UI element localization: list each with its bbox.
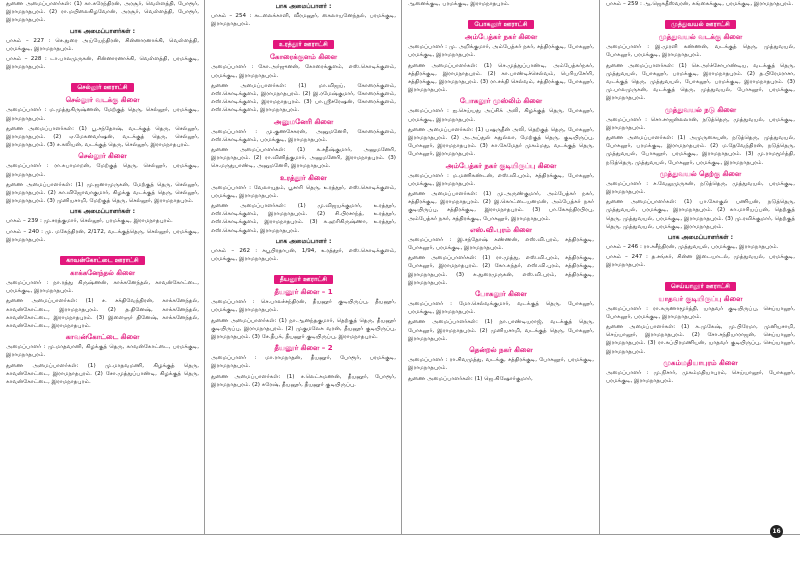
entry-text: பாகம் – 228 : டா.பாலமுருகன், சின்னாரனாக்கி, வெள்ளத்தி, பரமக்குடி, இராமநாதபுரம்.	[6, 56, 199, 71]
entry-text: துணை அமைப்பாளர்கள்: (1) கா.சுரேந்திரன், அரசூர், வெள்ளத்தி, போரூர், இராமநாதபுரம். (2) ரா.மயிலைகிழவோன், அரசூர், வெள்ளத்தி, போரூர், இராமநாதபுரம்.	[6, 1, 199, 24]
entry-text: பாகம் – 227 : செ.துரை அய்யேந்திரன், சின்னாரனாக்கி, வெள்ளத்தி, பரமக்குடி, இராமநாதபுரம்.	[6, 37, 199, 52]
panchayat-banner-label: உரத்தூர் ஊராட்சி	[273, 40, 334, 49]
panchayat-banner-label: செய்யாலூர் ஊராட்சி	[665, 282, 736, 291]
entry-text: அமைப்பாளர் : மா.ராமநாதன், தீயனூர், போரூர், பரமக்குடி, இராமநாதபுரம்.	[211, 355, 396, 370]
entry-text: அமைப்பாளர் : ச.வேலுமுருகன், நடுத்தெரு, முத்துவயல், பரமக்குடி, இராமநாதபுரம்.	[606, 180, 795, 196]
entry-text: அமைப்பாளர் : வேலாயுதம், பூசாரி தெரு, உரத்தூர், எஸ்.கொடிக்குளம், பரமக்குடி, இராமநாதபுரம்.	[211, 184, 396, 199]
branch-heading: செல்லூர் கிளை	[78, 152, 127, 161]
entry-text: பாகம் – 246 : ரா.சுசீந்திரன், முத்துவயல், பரமக்குடி, இராமநாதபுரம்.	[606, 244, 779, 251]
entry-text: துணை அமைப்பாளர்கள்: (1) நா.ஆனந்தகுமார், தெற்குத் தெரு, தீயனூர் குடியிருப்பு, இராமநாதபுரம். (2) முகுமலேசு வரன், தீயனூர் குடியிருப்பு, இராமநாதபுரம். (3) சே.தீபக், தீயனூர் குடியிருப்பு, இராமநாதபுரம்.	[211, 317, 396, 341]
entry-text: துணை அமைப்பாளர்கள்: (1) மு.மாதவமணி, கிழக்குத் தெரு, காவன்கோட்டை, இராமநாதபுரம். (2) சோ.முத்துப்பாண்டி, கிழக்குத் தெரு, காவன்கோட்டை, இராமநாதபுரம்.	[6, 362, 199, 386]
branch-heading: முத்துவயல் நடு கிளை	[664, 105, 737, 114]
entry-text: ஆனைக்குடி, பரமக்குடி, இராமநாதபுரம்.	[408, 1, 510, 7]
entry-text: துணை அமைப்பாளர்கள்: (1) ச. சக்திவேந்திரன், காக்கனேந்தல், காவன்கோட்டை, இராமநாதபுரம். (2) த.தினேஷ், காக்கனேந்தல், காவன்கோட்டை, இராமநாதபுரம். (3) இளைஞர் தினேஷ், காக்கனேந்தல், காவன்கோட்டை, இராமநாதபுரம்.	[6, 298, 199, 330]
section-subheading: பாக அமைப்பாளர்கள் :	[69, 27, 136, 35]
branch-heading: கோரைக்குளம் கிளை	[269, 53, 338, 62]
section-subheading: பாக அமைப்பாளர் :	[275, 3, 332, 10]
entry-text: துணை அமைப்பாளர்கள்: (1) செ.அர்ச்சோபாண்டிய, வடக்குத் தெரு, முத்துவயல், போகலூர், பரமக்குடி, இராமநாதபுரம். (2) த.பிரேமராசா, வடக்குத் தெரு, முத்துவயல், போகலூர், பரமக்குடி, இராமநாதபுரம். (3) மு.பாலமுருகன், வடக்குத் தெரு, முத்துவயல், போகலூர், பரமக்குடி, இராமநாதபுரம்.	[606, 62, 795, 102]
entry-text: அமைப்பாளர் : மு.மாதவானி, கிழக்குத் தெரு, காவன்கோட்டை, பரமக்குடி, இராமநாதபுரம்.	[6, 344, 199, 359]
entry-text: அமைப்பாளர் : மு.நிசார், முகம்மதியாபுரம், செய்யாலூர், போகலூர், பரமக்குடி, இராமநாதபுரம்.	[606, 369, 795, 385]
panchayat-banner	[211, 266, 396, 285]
branch-heading: போகலூர் முஸ்லிம் கிளை	[459, 97, 543, 106]
panchayat-banner-label: போகலூர் ஊராட்சி	[468, 20, 533, 29]
panchayat-banner	[408, 11, 594, 30]
panchayat-banner	[606, 11, 795, 30]
entry-text: அமைப்பாளர் : ரா.சுருணாமூர்த்தி, யாதவர் குடியிருப்பு, செய்யாலூர், போகலூர், பரமக்குடி, இராமநாதபுரம்.	[606, 305, 795, 320]
entry-text: அமைப்பாளர் : இ.சந்தோஷ் கண்ணன், எஸ்.வி.புரம், சத்திரக்குடி, போகலூர், பரமக்குடி, இராமநாதபுரம்.	[408, 236, 594, 252]
branch-heading: எஸ்.வி.புரம் கிளை	[470, 225, 532, 234]
branch-heading: தீயனூர் கிளை – 1	[274, 288, 333, 297]
branch-heading: தென்றல் நகர் கிளை	[469, 346, 533, 355]
entry-text: துணை அமைப்பாளர்கள்: (1) மு.விஜயக்குமார், உரத்தூர், எஸ்.கொடிக்குளம், இராமநாதபுரம். (2) சி.பிரசாந்த், உரத்தூர், எஸ்.கொடிக்குளம், இராமநாதபுரம். (3) க.ஹரிகிருஷ்ணா, உரத்தூர், எஸ்.கொடிக்குளம், இராமநாதபுரம்.	[211, 203, 396, 234]
entry-text: துணை அமைப்பாளர்கள்: (1) ஜெ.கிஷோர்குமார்,	[408, 375, 533, 382]
branch-heading: தீயனூர் கிளை – 2	[274, 344, 333, 353]
entry-text: அமைப்பாளர் : ஐ.செய்யது அப்சிக் அலி, கிழக்குத் தெரு, போகலூர், பரமக்குடி, இராமநாதபுரம்.	[408, 108, 594, 123]
panchayat-banner-label: முத்துவயல் ஊராட்சி	[665, 20, 736, 29]
panchayat-banner-label: செல்லூர் ஊராட்சி	[71, 83, 133, 92]
entry-text: பாகம் – 247 : த.சங்கர், சின்ன இடையாடல், முத்துவயல், பரமக்குடி, இராமநாதபுரம்.	[606, 254, 795, 269]
column-4	[600, 0, 800, 534]
entry-text: துணை அமைப்பாளர்கள்: (1) நா.பாண்டியராஜ், வடக்குத் தெரு, போகலூர், இராமநாதபுரம். (2) முனியசாமி, வடக்குத் தெரு, போகலூர், இராமநாதபுரம்.	[408, 319, 594, 342]
entry-text: அமைப்பாளர் : இ.முரளி கண்ணன், வடக்குத் தெரு, முத்துவயல், போகலூர், பரமக்குடி, இராமநாதபுரம்.	[606, 44, 795, 59]
branch-heading: முத்துவயல் வடக்கு கிளை	[658, 33, 743, 42]
entry-text: அமைப்பாளர் : நா.ரத்து கிருஷ்ணன், காக்கனேந்தல், காவன்கோட்டை, பரமக்குடி, இராமநாதபுரம்.	[6, 280, 199, 295]
branch-heading: செல்லூர் வடக்கு கிளை	[65, 96, 140, 105]
entry-text: துணை அமைப்பாளர்கள்: (1) மு.ஜனாமுருகன், மேற்குத் தெரு, செல்லூர், இராமநாதபுரம். (2) கா.விஜோவாகுமார், கிழக்கு வடக்குத் தெரு, செல்லூர், இராமநாதபுரம். (3) முனியசாமி, மேற்குத் தெரு, செல்லூர், இராமநாதபுரம்.	[6, 181, 199, 205]
entry-text: துணை அமைப்பாளர்கள்: (1) அமுருகையன், நடுத்தெரு, முத்துவயல், போகலூர், பரமக்குடி, இராமநாதபுரம். (2) ம.தேவேந்திரன், நடுத்தெரு, முத்துவயல், போகலூர், பரமக்குடி, இராமநாதபுரம். (3) மு.ராமமூர்த்தி, நடுத்தெரு, முத்துவயல், போகலூர், பரமக்குடி, இராமநாதபுரம்.	[606, 135, 795, 166]
entry-text: பாகம் – 259 : ஆ.ஜெகதீஸ்வரன், கங்கைக்குடி, பரமக்குடி, இராமநாதபுரம்.	[606, 1, 794, 7]
entry-text: பாகம் – 240 : மு. மகேந்திரன், 2/172, வடக்குத்தெரு, செல்லூர், பரமக்குடி, இராமநாதபுரம்.	[6, 228, 199, 243]
panchayat-banner	[606, 273, 795, 292]
entry-text: அமைப்பாளர் : ரா.சிவமுத்து, வடக்கு, சத்திரக்குடி, போகலூர், பரமக்குடி, இராமநாதபுரம்.	[408, 357, 594, 372]
branch-heading: முத்துவயல் தெற்கு கிளை	[659, 169, 742, 178]
entry-text: அமைப்பாளர் : மோ.செல்வக்குமார், வடக்குத் தெரு, போகலூர், பரமக்குடி, இராமநாதபுரம்.	[408, 301, 594, 316]
section-subheading: பாக அமைப்பாளர்கள் :	[667, 234, 734, 242]
entry-text: அமைப்பாளர் : ம.முத்துகிருஷ்ணன், மேற்குத் தெரு, செல்லூர், பரமக்குடி, இராமநாதபுரம்.	[6, 107, 199, 122]
entry-text: துணை அமைப்பாளர்கள்: (1) ரா.முத்து, எஸ்.வி.புரம், சத்திரக்குடி, போகலூர், இராமநாதபுரம். (2) கோ.சுந்தர், எஸ்.வி.புரம், சத்திரக்குடி, இராமநாதபுரம். (3) சு.துரைமுருகன், எஸ்.வி.புரம், சத்திரக்குடி, இராமநாதபுரம்.	[408, 255, 594, 286]
entry-text: அமைப்பாளர் : ம.மணிகண்டன், எஸ்.வி.புரம், சத்திரக்குடி, போகலூர், பரமக்குடி, இராமநாதபுரம்.	[408, 172, 594, 187]
branch-heading: யாதவர் குடியிருப்பு கிளை	[658, 294, 743, 303]
column-3	[402, 0, 600, 534]
entry-text: அமைப்பாளர் : சொ.சாஜன்லலான், நடுத்தெரு, முத்துவயல், பரமக்குடி, இராமநாதபுரம்.	[606, 116, 795, 131]
panchayat-banner-label: தீயனூர் ஊராட்சி	[274, 275, 333, 284]
entry-text: துணை அமைப்பாளர்கள்: (1) மா.விஜய், கோரைக்குளம், எஸ்.கொடிக்குளம், இராமநாதபுரம். (2) இ.ரமேஷ்குமார், கோரைக்குளம், எஸ்.கொடிக்குளம், இராமநாதபுரம். (3) பா.ஸ்ரீசரேஷன், கோரைக்குளம், எஸ்.கொடிக்குளம், இராமநாதபுரம்.	[211, 82, 396, 114]
entry-text: அமைப்பாளர் : மு. அறிக்குமார், அம்பேத்கர் நகர், சத்திரக்குடி, போகலூர், பரமக்குடி, இராமநாதபுரம்.	[408, 44, 594, 59]
branch-heading: காக்கனேந்தல் கிளை	[70, 269, 135, 278]
entry-text: துணை அமைப்பாளர்கள்: (1) க.முகேஷ், மு.பிரேமா, முனியசாமி, செய்யாலூர், இராமநாதபுரம். (2) சோ.சந்தியாராஜன், செய்யாலூர், இராமநாதபுரம். (3) ரா.கப்பிரமணியன், யாதவர் குடியிருப்பு, செய்யாலூர், இராமநாதபுரம்.	[606, 324, 795, 355]
section-subheading: பாக அமைப்பாளர் :	[275, 237, 332, 245]
branch-heading: போகலூர் கிளை	[475, 290, 527, 299]
entry-text: பாகம் – 262 : சுபூபிரதாபன், 1/94, உரத்தூர், எஸ்.கொடிக்குளம், பரமக்குடி, இராமநாதபுரம்.	[211, 247, 396, 263]
entry-text: பாகம் – 254 : சுடலைக்காளி, வீரமனூர், கைலாயனேந்தல், பரமக்குடி, இராமநாதபுரம்.	[211, 13, 396, 28]
entry-text: அமைப்பாளர் : ரா.சுபாமாறன், மேற்குத் தெரு, செல்லூர், பரமக்குடி, இராமநாதபுரம்.	[6, 163, 199, 178]
entry-text: துணை அமைப்பாளர்கள்: (1) பா.கோகுல் பணியன், நடுத்தெரு, முத்துவயல், பரமக்குடி, இராமநாதபுரம். (2) கா.மாரியப்பன், தெற்குத் தெரு, முத்துவயல், பரமக்குடி, இராமநாதபுரம். (3) மு.ரவிக்குமார், தெற்குத் தெரு, முத்துவயல், பரமக்குடி, இராமநாதபுரம்.	[606, 199, 795, 230]
panchayat-banner-label: காவன்கோட்டை ஊராட்சி	[60, 256, 145, 265]
branch-heading: உரத்தூர் கிளை	[280, 173, 327, 182]
entry-text: அமைப்பாளர் : செ.பாலச்சந்திரன், தீயனூர் குடியிருப்பு, தீயனூர், பரமக்குடி, இராமநாதபுரம்.	[211, 299, 396, 314]
panchayat-banner	[211, 31, 396, 50]
section-subheading: பாக அமைப்பாளர்கள் :	[69, 208, 136, 216]
entry-text: அமைப்பாளர் : கோ.அர்ஜுனன், கோரைக்குளம், எஸ்.கொடிக்குளம், பரமக்குடி, இராமநாதபுரம்.	[211, 64, 396, 79]
panchayat-banner	[6, 247, 199, 266]
entry-text: துணை அமைப்பாளர்கள்: (1) பூ.சந்தோஷ், வடக்குத் தெரு, செல்லூர், இராமநாதபுரம். (2) ஏ.மேகனவர்ஷன், வடக்குத் தெரு, செல்லூர், இராமநாதபுரம். (3) ச.கலியன், வடக்குத் தெரு, செல்லூர், இராமநாதபுரம்.	[6, 125, 199, 149]
entry-text: துணை அமைப்பாளர்கள்: (1) பஷருதீன் அலி, தெற்குத் தெரு, போகலூர், இராமநாதபுரம். (2) அ.அப்துல் கதுல்லா, மேற்குத் தெரு, குடியிருப்பு, போகலூர், இராமநாதபுரம். (3) கா.கேமேதர் முகம்மது, வடக்குத் தெரு, போகலூர், இராமநாதபுரம்.	[408, 126, 594, 158]
branch-heading: அனுமனேரி கிளை	[273, 117, 334, 126]
branch-heading: முகம்மதியாபுரம் கிளை	[663, 358, 738, 367]
entry-text: அமைப்பாளர் : மு.குணசேகரன், அனுமனேரி, கோரைக்குளம், எஸ்.கொடிக்குளம், பரமக்குடி, இராமநாதபுரம்.	[211, 128, 396, 143]
entry-text: துணை அமைப்பாளர்கள்: (1) ச.லெட்சுமணன், தீயனூர், போரூர், இராமநாதபுரம். (2) சுரேஷ், தீயனூர், தீயனூர் குடியிருப்பு.	[211, 373, 396, 388]
page-number: 16	[770, 525, 783, 538]
branch-heading: காவன்கோட்டை கிளை	[65, 333, 140, 342]
panchayat-banner	[6, 74, 199, 93]
column-1	[0, 0, 205, 534]
entry-text: துணை அமைப்பாளர்கள்: (1) க.சதீஷ்குமார், அனுமனேரி, இராமநாதபுரம். (2) ரா.வினித்குமார், அனுமனேரி, இராமநாதபுரம். (3) செ.மருதுபாண்டி, அனுமனேரி, இராமநாதபுரம்.	[211, 147, 396, 170]
entry-text: துணை அமைப்பாளர்கள்: (1) மு.அருண்குமார், அம்பேத்கர் நகர், சத்திரக்குடி, இராமநாதபுரம். (2) இ.கொட்டையனமன், அம்பேத்கர் நகர் குடியிருப்பு, சத்திரக்குடி, இராமநாதபுரம். (3) பா.கேசுந்திரபிரபு, அம்பேத்கர் நகர், சத்திரக்குடி, போகலூர், இராமநாதபுரம்.	[408, 191, 594, 222]
entry-text: துணை அமைப்பாளர்கள்: (1) செ.முத்துப்பாண்டி, அம்பேத்கர்நகர், சத்திரக்குடி, இராமநாதபுரம். (2) கா.பாண்டிச்செல்வம், பெரியசேர்ரி, சத்திரக்குடி, இராமநாதபுரம். (3) ரா.சக்தி செல்வம், சத்திரக்குடி, போகலூர், இராமநாதபுரம்.	[408, 62, 594, 94]
entry-text: பாகம் – 239 : மு.சரத்குமார், செல்லூர், பரமக்குடி, இராமநாதபுரம்.	[6, 218, 173, 225]
branch-heading: அம்பேத்கர் நகர் கிளை	[464, 33, 538, 42]
column-2	[205, 0, 402, 534]
branch-heading: அம்பேத்கர் நகர் குடியிருப்பு கிளை	[445, 161, 557, 170]
